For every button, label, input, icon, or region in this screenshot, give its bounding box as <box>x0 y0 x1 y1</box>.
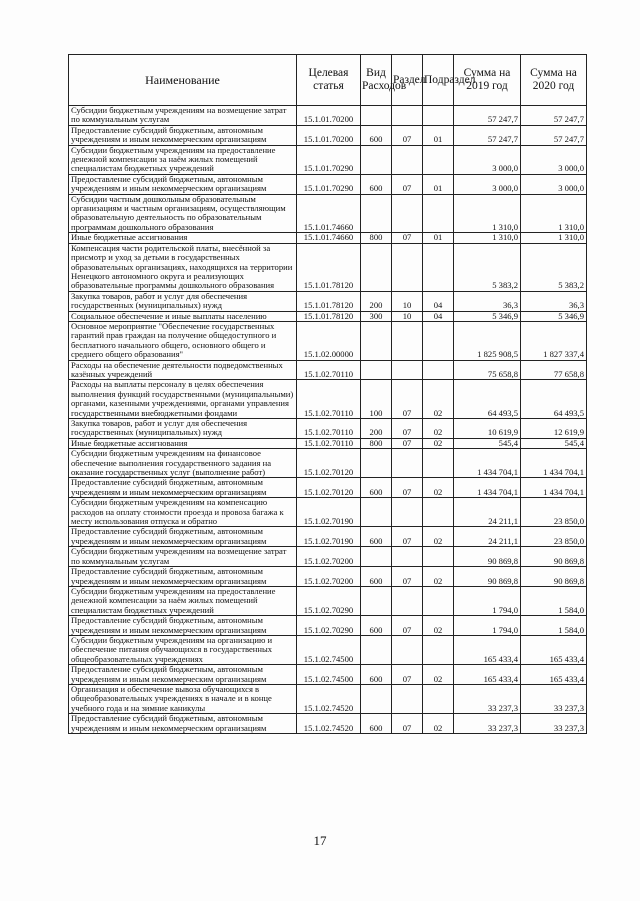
cell-sum-2019: 24 211,1 <box>454 498 521 527</box>
cell-sum-2019: 5 346,9 <box>454 311 521 321</box>
cell-name: Субсидии бюджетным учреждениям на возмещение затрат по коммунальным услугам <box>69 547 297 567</box>
cell-expense-type <box>361 449 392 478</box>
cell-subsection: 02 <box>423 665 454 685</box>
cell-sum-2019: 90 869,8 <box>454 567 521 587</box>
table-row <box>69 321 587 360</box>
cell-expense-type <box>361 360 392 380</box>
cell-sum-2019: 1 434 704,1 <box>454 478 521 498</box>
header-section: Раздел <box>392 55 423 106</box>
cell-section: 07 <box>392 380 423 419</box>
cell-subsection: 01 <box>423 233 454 243</box>
cell-name: Предоставление субсидий бюджетным, автономным учреждениям и иным некоммерческим организациям <box>69 714 297 734</box>
cell-expense-type: 600 <box>361 125 392 145</box>
cell-section: 07 <box>392 478 423 498</box>
cell-sum-2020: 57 247,7 <box>521 125 587 145</box>
cell-subsection: 01 <box>423 174 454 194</box>
cell-sum-2020: 33 237,3 <box>521 714 587 734</box>
cell-name: Закупка товаров, работ и услуг для обеспечения государственных (муниципальных) нужд <box>69 419 297 439</box>
cell-sum-2020: 90 869,8 <box>521 567 587 587</box>
cell-sum-2020: 12 619,9 <box>521 419 587 439</box>
cell-subsection <box>423 360 454 380</box>
cell-sum-2019: 75 658,8 <box>454 360 521 380</box>
table-row <box>69 498 587 527</box>
table-row <box>69 586 587 615</box>
cell-sum-2019: 3 000,0 <box>454 145 521 174</box>
cell-name: Организация и обеспечение вывоза обучающихся в общеобразовательных учреждениях в начале и в конце учебного года и на зимние каникулы <box>69 684 297 713</box>
cell-name: Субсидии бюджетным учреждениям на организацию и обеспечение питания обучающихся в государственных общеобразовательных учреждениях <box>69 635 297 664</box>
table-row <box>69 106 587 126</box>
cell-subsection <box>423 194 454 233</box>
cell-subsection: 02 <box>423 478 454 498</box>
cell-expense-type <box>361 547 392 567</box>
cell-subsection: 02 <box>423 438 454 448</box>
cell-sum-2019: 1 794,0 <box>454 616 521 636</box>
cell-subsection: 04 <box>423 311 454 321</box>
cell-target-article: 15.1.01.78120 <box>297 291 361 311</box>
cell-section <box>392 635 423 664</box>
table-row <box>69 291 587 311</box>
cell-sum-2020: 36,3 <box>521 291 587 311</box>
cell-sum-2020: 77 658,8 <box>521 360 587 380</box>
cell-target-article: 15.1.02.70120 <box>297 449 361 478</box>
cell-target-article: 15.1.02.70110 <box>297 419 361 439</box>
cell-section: 07 <box>392 714 423 734</box>
budget-table <box>68 54 587 734</box>
cell-subsection: 04 <box>423 291 454 311</box>
header-subsection: Подраздел <box>423 55 454 106</box>
table-row <box>69 360 587 380</box>
cell-name: Закупка товаров, работ и услуг для обеспечения государственных (муниципальных) нужд <box>69 291 297 311</box>
cell-sum-2020: 90 869,8 <box>521 547 587 567</box>
cell-expense-type <box>361 498 392 527</box>
cell-name: Субсидии бюджетным учреждениям на финансовое обеспечение выполнения государственного задания на оказание государственных услуг (выполнение работ) <box>69 449 297 478</box>
cell-sum-2020: 545,4 <box>521 438 587 448</box>
cell-sum-2020: 23 850,0 <box>521 527 587 547</box>
cell-name: Расходы на выплаты персоналу в целях обеспечения выполнения функций государственными (муниципальными) органами, казенными учреждениями, органами управления государственными внебюджетными фондами <box>69 380 297 419</box>
cell-target-article: 15.1.01.70290 <box>297 145 361 174</box>
cell-expense-type: 200 <box>361 291 392 311</box>
table-row <box>69 233 587 243</box>
cell-target-article: 15.1.01.70290 <box>297 174 361 194</box>
table-row <box>69 125 587 145</box>
cell-expense-type: 800 <box>361 438 392 448</box>
cell-sum-2020: 1 584,0 <box>521 616 587 636</box>
cell-expense-type: 100 <box>361 380 392 419</box>
table-row <box>69 438 587 448</box>
cell-section <box>392 498 423 527</box>
cell-sum-2019: 1 825 908,5 <box>454 321 521 360</box>
cell-name: Предоставление субсидий бюджетным, автономным учреждениям и иным некоммерческим организациям <box>69 567 297 587</box>
cell-name: Субсидии частным дошкольным образовательным организациям и частным организациям, осуществляющим образовательную деятельность по образовательным программам дошкольного образования <box>69 194 297 233</box>
cell-subsection: 02 <box>423 380 454 419</box>
table-row <box>69 145 587 174</box>
cell-sum-2019: 1 434 704,1 <box>454 449 521 478</box>
cell-target-article: 15.1.01.70200 <box>297 106 361 126</box>
cell-target-article: 15.1.02.74520 <box>297 714 361 734</box>
cell-target-article: 15.1.01.70200 <box>297 125 361 145</box>
cell-name: Субсидии бюджетным учреждениям на предоставление денежной компенсации за наём жилых помещений специалистам бюджетных учреждений <box>69 145 297 174</box>
header-target-article: Целевая статья <box>297 55 361 106</box>
cell-sum-2020: 1 434 704,1 <box>521 449 587 478</box>
cell-expense-type <box>361 586 392 615</box>
header-sum-2020: Сумма на 2020 год <box>521 55 587 106</box>
header-expense-type: Вид Расходов <box>361 55 392 106</box>
cell-section <box>392 321 423 360</box>
cell-sum-2020: 1 584,0 <box>521 586 587 615</box>
cell-expense-type <box>361 106 392 126</box>
cell-section: 07 <box>392 419 423 439</box>
page-number: 17 <box>313 833 327 848</box>
cell-expense-type: 800 <box>361 233 392 243</box>
table-row <box>69 567 587 587</box>
cell-subsection: 02 <box>423 527 454 547</box>
cell-name: Субсидии бюджетным учреждениям на предоставление денежной компенсации за наём жилых помещений специалистам бюджетных учреждений <box>69 586 297 615</box>
cell-name: Предоставление субсидий бюджетным, автономным учреждениям и иным некоммерческим организациям <box>69 665 297 685</box>
table-row <box>69 527 587 547</box>
cell-section: 07 <box>392 665 423 685</box>
cell-target-article: 15.1.02.00000 <box>297 321 361 360</box>
cell-target-article: 15.1.02.70110 <box>297 438 361 448</box>
cell-sum-2020: 1 827 337,4 <box>521 321 587 360</box>
cell-section <box>392 449 423 478</box>
cell-sum-2019: 5 383,2 <box>454 243 521 291</box>
cell-name: Социальное обеспечение и иные выплаты населению <box>69 311 297 321</box>
cell-target-article: 15.1.01.78120 <box>297 311 361 321</box>
cell-expense-type: 600 <box>361 714 392 734</box>
header-sum-2019: Сумма на 2019 год <box>454 55 521 106</box>
cell-sum-2020: 64 493,5 <box>521 380 587 419</box>
cell-target-article: 15.1.02.70190 <box>297 498 361 527</box>
cell-section <box>392 243 423 291</box>
cell-name: Предоставление субсидий бюджетным, автономным учреждениям и иным некоммерческим организациям <box>69 478 297 498</box>
table-row <box>69 665 587 685</box>
cell-expense-type: 600 <box>361 478 392 498</box>
cell-sum-2019: 10 619,9 <box>454 419 521 439</box>
cell-target-article: 15.1.02.70290 <box>297 586 361 615</box>
cell-section: 07 <box>392 174 423 194</box>
cell-section: 10 <box>392 311 423 321</box>
cell-expense-type <box>361 684 392 713</box>
cell-expense-type <box>361 321 392 360</box>
cell-sum-2019: 33 237,3 <box>454 684 521 713</box>
table-row <box>69 547 587 567</box>
cell-target-article: 15.1.02.70200 <box>297 567 361 587</box>
table-row <box>69 194 587 233</box>
cell-subsection <box>423 498 454 527</box>
cell-sum-2020: 23 850,0 <box>521 498 587 527</box>
cell-target-article: 15.1.01.74660 <box>297 233 361 243</box>
table-body <box>69 106 587 734</box>
cell-subsection <box>423 635 454 664</box>
table-row <box>69 449 587 478</box>
cell-sum-2019: 545,4 <box>454 438 521 448</box>
cell-sum-2020: 3 000,0 <box>521 174 587 194</box>
cell-section: 10 <box>392 291 423 311</box>
cell-expense-type: 600 <box>361 567 392 587</box>
cell-target-article: 15.1.02.70110 <box>297 360 361 380</box>
cell-target-article: 15.1.02.70120 <box>297 478 361 498</box>
cell-name: Субсидии бюджетным учреждениям на компенсацию расходов на оплату стоимости проезда и провоза багажа к месту использования отпуска и обратно <box>69 498 297 527</box>
cell-sum-2020: 3 000,0 <box>521 145 587 174</box>
cell-name: Предоставление субсидий бюджетным, автономным учреждениям и иным некоммерческим организациям <box>69 616 297 636</box>
cell-sum-2020: 5 383,2 <box>521 243 587 291</box>
cell-target-article: 15.1.02.74500 <box>297 665 361 685</box>
cell-sum-2019: 165 433,4 <box>454 635 521 664</box>
cell-target-article: 15.1.01.78120 <box>297 243 361 291</box>
cell-subsection <box>423 586 454 615</box>
cell-subsection <box>423 321 454 360</box>
cell-section: 07 <box>392 527 423 547</box>
header-name: Наименование <box>69 55 297 106</box>
cell-section: 07 <box>392 125 423 145</box>
table-row <box>69 635 587 664</box>
cell-section <box>392 145 423 174</box>
cell-sum-2020: 1 434 704,1 <box>521 478 587 498</box>
cell-name: Расходы на обеспечение деятельности подведомственных казённых учреждений <box>69 360 297 380</box>
table-row <box>69 684 587 713</box>
cell-expense-type: 600 <box>361 616 392 636</box>
cell-name: Иные бюджетные ассигнования <box>69 438 297 448</box>
cell-sum-2020: 1 310,0 <box>521 233 587 243</box>
cell-expense-type <box>361 635 392 664</box>
cell-section <box>392 547 423 567</box>
cell-name: Основное мероприятие "Обеспечение государственных гарантий прав граждан на получение общедоступного и бесплатного начального общего, основного общего и среднего общего образования" <box>69 321 297 360</box>
cell-sum-2019: 1 310,0 <box>454 233 521 243</box>
cell-expense-type: 300 <box>361 311 392 321</box>
cell-subsection: 02 <box>423 714 454 734</box>
cell-sum-2020: 5 346,9 <box>521 311 587 321</box>
cell-expense-type <box>361 243 392 291</box>
cell-subsection <box>423 106 454 126</box>
cell-section <box>392 194 423 233</box>
cell-target-article: 15.1.02.70190 <box>297 527 361 547</box>
table-row <box>69 174 587 194</box>
cell-subsection <box>423 684 454 713</box>
table-row <box>69 243 587 291</box>
cell-sum-2019: 24 211,1 <box>454 527 521 547</box>
cell-expense-type: 600 <box>361 174 392 194</box>
table-header-row <box>69 55 587 106</box>
cell-subsection: 02 <box>423 567 454 587</box>
cell-target-article: 15.1.02.70290 <box>297 616 361 636</box>
table-row <box>69 478 587 498</box>
cell-section: 07 <box>392 567 423 587</box>
cell-section <box>392 360 423 380</box>
table-row <box>69 419 587 439</box>
table-row <box>69 616 587 636</box>
cell-sum-2019: 33 237,3 <box>454 714 521 734</box>
cell-subsection: 02 <box>423 616 454 636</box>
cell-sum-2020: 57 247,7 <box>521 106 587 126</box>
cell-subsection: 02 <box>423 419 454 439</box>
cell-sum-2019: 36,3 <box>454 291 521 311</box>
cell-target-article: 15.1.02.74520 <box>297 684 361 713</box>
cell-name: Компенсация части родительской платы, внесённой за присмотр и уход за детьми в государственных образовательных организациях, находящихся на территории Ненецкого автономного округа и реализующих образовательные программы дошкольного образования <box>69 243 297 291</box>
cell-sum-2020: 33 237,3 <box>521 684 587 713</box>
cell-section: 07 <box>392 616 423 636</box>
table-row <box>69 380 587 419</box>
cell-name: Иные бюджетные ассигнования <box>69 233 297 243</box>
cell-expense-type: 600 <box>361 527 392 547</box>
cell-sum-2019: 3 000,0 <box>454 174 521 194</box>
cell-section <box>392 586 423 615</box>
cell-expense-type <box>361 145 392 174</box>
cell-section: 07 <box>392 438 423 448</box>
cell-expense-type: 600 <box>361 665 392 685</box>
cell-section <box>392 106 423 126</box>
cell-sum-2019: 1 794,0 <box>454 586 521 615</box>
cell-sum-2019: 1 310,0 <box>454 194 521 233</box>
cell-subsection <box>423 243 454 291</box>
cell-target-article: 15.1.02.70110 <box>297 380 361 419</box>
cell-sum-2020: 165 433,4 <box>521 635 587 664</box>
cell-name: Предоставление субсидий бюджетным, автономным учреждениям и иным некоммерческим организациям <box>69 174 297 194</box>
cell-section: 07 <box>392 233 423 243</box>
cell-target-article: 15.1.02.70200 <box>297 547 361 567</box>
cell-subsection: 01 <box>423 125 454 145</box>
cell-subsection <box>423 449 454 478</box>
cell-sum-2019: 57 247,7 <box>454 106 521 126</box>
cell-sum-2019: 90 869,8 <box>454 547 521 567</box>
cell-sum-2019: 165 433,4 <box>454 665 521 685</box>
cell-sum-2020: 165 433,4 <box>521 665 587 685</box>
cell-expense-type: 200 <box>361 419 392 439</box>
cell-section <box>392 684 423 713</box>
cell-name: Предоставление субсидий бюджетным, автономным учреждениям и иным некоммерческим организациям <box>69 527 297 547</box>
table-row <box>69 714 587 734</box>
cell-target-article: 15.1.01.74660 <box>297 194 361 233</box>
table-row <box>69 311 587 321</box>
cell-sum-2019: 57 247,7 <box>454 125 521 145</box>
cell-sum-2019: 64 493,5 <box>454 380 521 419</box>
cell-target-article: 15.1.02.74500 <box>297 635 361 664</box>
cell-expense-type <box>361 194 392 233</box>
cell-subsection <box>423 145 454 174</box>
cell-sum-2020: 1 310,0 <box>521 194 587 233</box>
cell-name: Предоставление субсидий бюджетным, автономным учреждениям и иным некоммерческим организациям <box>69 125 297 145</box>
cell-name: Субсидии бюджетным учреждениям на возмещение затрат по коммунальным услугам <box>69 106 297 126</box>
cell-subsection <box>423 547 454 567</box>
